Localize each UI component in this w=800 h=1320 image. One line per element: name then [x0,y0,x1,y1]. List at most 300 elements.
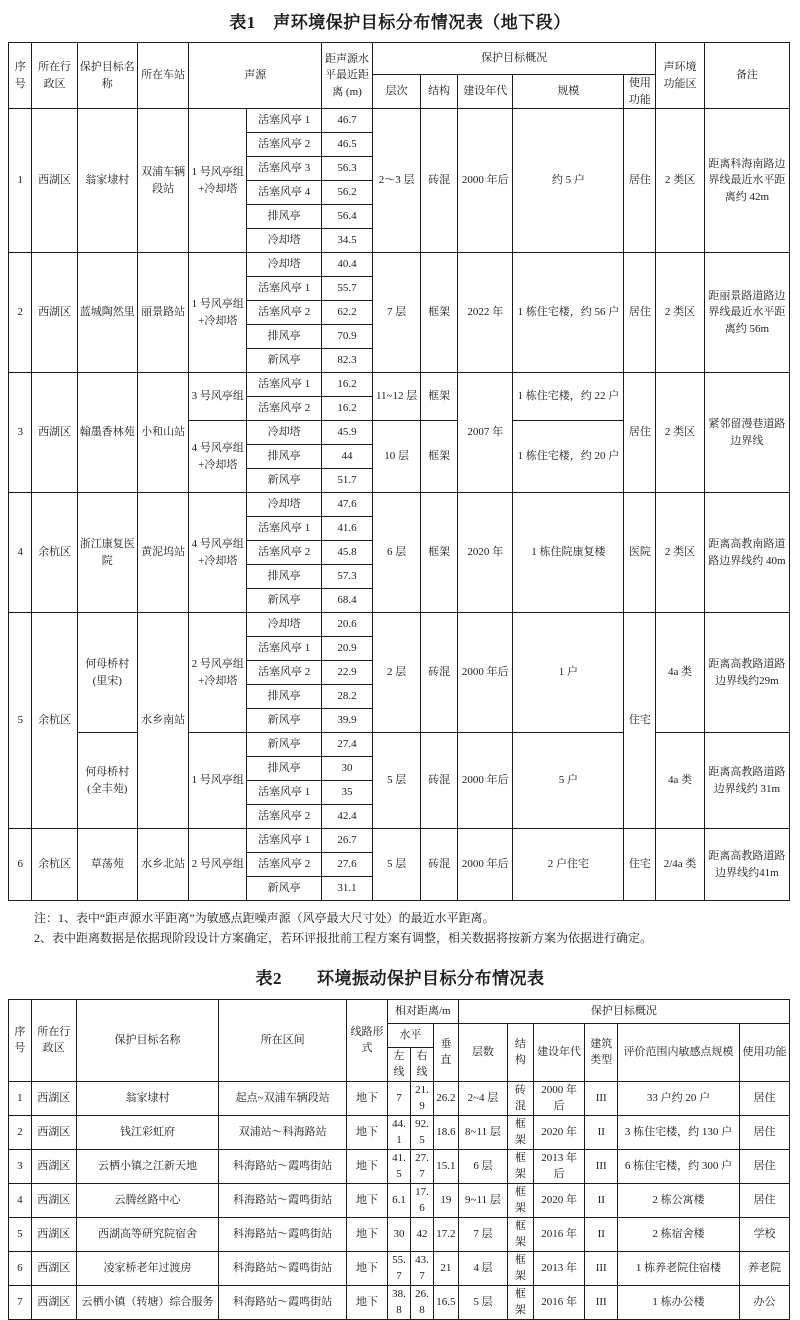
table-row [9,1183,790,1217]
table2-cell: 5 层 [458,1285,507,1319]
table1-cell: 7 层 [372,253,420,373]
table1-cell: 3 [9,373,32,493]
table1-cell: 住宅 [624,829,656,901]
table1-header-cell: 距声源水平最近距离 (m) [322,43,373,109]
table1-cell: 距离高教路道路边界线约41m [704,829,789,901]
table1-cell: 冷却塔 [247,229,322,253]
table1-header-cell: 建设年代 [458,75,513,109]
table1-cell: 新风亭 [247,589,322,613]
table1-cell: 56.4 [322,205,373,229]
table1-cell: 活塞风亭 1 [247,829,322,853]
table2-cell: 砖混 [508,1081,534,1115]
table2-cell: 西湖区 [31,1251,76,1285]
table2-cell: 云栖小镇之江新天地 [76,1149,218,1183]
table1-cell: 活塞风亭 2 [247,541,322,565]
table2-cell: 框架 [508,1149,534,1183]
table2-cell: 7 层 [458,1217,507,1251]
table2-header-cell: 建筑类型 [585,1023,618,1081]
table1-cell: 居住 [624,253,656,373]
table1-cell: 砖混 [421,829,458,901]
table2-header-cell: 建设年代 [533,1023,585,1081]
table2-cell: 框架 [508,1285,534,1319]
table2-cell: 钱江彩虹府 [76,1115,218,1149]
table1-cell: 2000 年后 [458,109,513,253]
table2-cell: 双浦站～科海路站 [219,1115,347,1149]
table1-cell: 62.2 [322,301,373,325]
table2-vibration-protection-targets [8,999,790,1320]
table2-cell: 科海路站～霞鸣街站 [219,1285,347,1319]
table2-cell: 1 栋办公楼 [618,1285,740,1319]
table1-cell: 新风亭 [247,349,322,373]
table1-cell: 6 [9,829,32,901]
table1-cell: 11~12 层 [372,373,420,421]
table2-cell: 西湖区 [31,1115,76,1149]
table1-cell: 丽景路站 [137,253,189,373]
table-row [9,253,790,277]
table1-cell: 44 [322,445,373,469]
table-row [9,43,790,75]
table-row [9,733,790,757]
table2-cell: 1 栋养老院住宿楼 [618,1251,740,1285]
table2-cell: 55.7 [387,1251,410,1285]
table2-cell: 26.2 [433,1081,458,1115]
table-row [9,1285,790,1319]
table1-cell: 2000 年后 [458,829,513,901]
table1-cell: 2 类区 [656,373,704,493]
table1-cell: 冷却塔 [247,421,322,445]
table1-cell: 46.5 [322,133,373,157]
table1-cell: 4a 类 [656,733,704,829]
table1-cell: 冷却塔 [247,613,322,637]
table1-cell: 住宅 [624,613,656,829]
table1-header-cell: 声环境功能区 [656,43,704,109]
table1-cell: 活塞风亭 1 [247,637,322,661]
table2-cell: 地下 [347,1149,388,1183]
table1-cell: 砖混 [421,109,458,253]
table1-cell: 41.6 [322,517,373,541]
table2-cell: 起点~双浦车辆段站 [219,1081,347,1115]
table2-cell: 2000 年后 [533,1081,585,1115]
table2-header-cell: 相对距离/m [387,999,458,1023]
table1-header-cell: 结构 [421,75,458,109]
table1-notes [34,909,788,949]
table1-cell: 56.3 [322,157,373,181]
table1-cell: 新风亭 [247,469,322,493]
table1-header-cell: 层次 [372,75,420,109]
table1-cell: 2020 年 [458,493,513,613]
table1-cell: 26.7 [322,829,373,853]
table1-header-cell: 使用功能 [624,75,656,109]
table1-cell: 28.2 [322,685,373,709]
table1-cell: 活塞风亭 2 [247,853,322,877]
table2-cell: 2~4 层 [458,1081,507,1115]
table-row [9,1217,790,1251]
table2-header-cell: 垂直 [433,1023,458,1081]
table2-cell: 9~11 层 [458,1183,507,1217]
table1-cell: 双浦车辆段站 [137,109,189,253]
table2-cell: 云栖小镇（转塘）综合服务 [76,1285,218,1319]
table2-cell: 学校 [739,1217,789,1251]
table-row [9,1081,790,1115]
table1-cell: 距离高教路道路边界线约 31m [704,733,789,829]
table2-cell: 5 [9,1217,32,1251]
table1-cell: 20.9 [322,637,373,661]
table1-cell: 活塞风亭 3 [247,157,322,181]
table1-cell: 2007 年 [458,373,513,493]
table2-cell: 办公 [739,1285,789,1319]
table1-cell: 水乡北站 [137,829,189,901]
table2-cell: 33 户约 20 户 [618,1081,740,1115]
table1-header-cell: 保护目标概况 [372,43,655,75]
table1-header-cell: 保护目标名称 [77,43,137,109]
table1-cell: 框架 [421,373,458,421]
table1-cell: 活塞风亭 1 [247,277,322,301]
table2-cell: 27.7 [411,1149,434,1183]
table1-cell: 46.7 [322,109,373,133]
table1-cell: 10 层 [372,421,420,493]
table2-header-cell: 所在区间 [219,999,347,1081]
table1-cell: 距丽景路道路边界线最近水平距离约 56m [704,253,789,373]
table1-cell: 活塞风亭 2 [247,133,322,157]
table1-cell: 56.2 [322,181,373,205]
table1-cell: 1 [9,109,32,253]
table2-cell: 41.5 [387,1149,410,1183]
table2-cell: 3 [9,1149,32,1183]
table1-cell: 排风亭 [247,205,322,229]
table2-cell: 西湖区 [31,1149,76,1183]
table2-cell: III [585,1285,618,1319]
table-row [9,1251,790,1285]
table2-cell: 43.7 [411,1251,434,1285]
table1-header-cell: 规模 [513,75,624,109]
table1-header-cell: 序号 [9,43,32,109]
table1-cell: 活塞风亭 4 [247,181,322,205]
table1-cell: 排风亭 [247,565,322,589]
table-row [9,829,790,853]
table1-cell: 70.9 [322,325,373,349]
table2-cell: III [585,1149,618,1183]
table2-header-cell: 结构 [508,1023,534,1081]
table1-cell: 57.3 [322,565,373,589]
table1-cell: 16.2 [322,373,373,397]
table1-cell: 16.2 [322,397,373,421]
table2-cell: 1 [9,1081,32,1115]
table2-cell: 6 [9,1251,32,1285]
table1-cell: 47.6 [322,493,373,517]
note-line-1: 注：1、表中“距声源水平距离”为敏感点距噪声源（风亭最大尺寸处）的最近水平距离。 [34,911,495,925]
table1-cell: 2 号风亭组 [189,829,247,901]
table1-cell: 西湖区 [32,109,77,253]
table2-cell: 西湖高等研究院宿舍 [76,1217,218,1251]
table1-cell: 2022 年 [458,253,513,373]
table1-cell: 框架 [421,253,458,373]
table2-header-cell: 线路形式 [347,999,388,1081]
table2-cell: 21 [433,1251,458,1285]
table2-cell: 21.9 [411,1081,434,1115]
table2-cell: 6.1 [387,1183,410,1217]
table1-cell: 草荡苑 [77,829,137,901]
table1-cell: 余杭区 [32,613,77,829]
table2-cell: 92.5 [411,1115,434,1149]
table1-cell: 27.6 [322,853,373,877]
table1-cell: 西湖区 [32,253,77,373]
table1-cell: 4 号风亭组+冷却塔 [189,421,247,493]
table1-cell: 砖混 [421,613,458,733]
table2-cell: 凌家桥老年过渡房 [76,1251,218,1285]
table1-cell: 2 [9,253,32,373]
table1-cell: 活塞风亭 2 [247,301,322,325]
table1-cell: 活塞风亭 2 [247,661,322,685]
table1-cell: 活塞风亭 1 [247,373,322,397]
table1-header-cell: 声源 [189,43,322,109]
table1-cell: 余杭区 [32,829,77,901]
table2-cell: 16.5 [433,1285,458,1319]
table1-cell: 排风亭 [247,757,322,781]
table1-cell: 框架 [421,421,458,493]
table2-cell: 17.6 [411,1183,434,1217]
table1-cell: 2000 年后 [458,613,513,733]
table2-cell: 居住 [739,1183,789,1217]
table2-cell: 8~11 层 [458,1115,507,1149]
table1-cell: 西湖区 [32,373,77,493]
table1-cell: 距离高教路道路边界线约29m [704,613,789,733]
table2-cell: 居住 [739,1081,789,1115]
table1-cell: 活塞风亭 2 [247,397,322,421]
table1-cell: 新风亭 [247,733,322,757]
table1-cell: 1 栋住宅楼，约 56 户 [513,253,624,373]
table1-cell: 翰墨香林苑 [77,373,137,493]
table2-cell: 框架 [508,1115,534,1149]
table2-cell: 19 [433,1183,458,1217]
table1-header-cell: 所在车站 [137,43,189,109]
table1-cell: 2/4a 类 [656,829,704,901]
table2-cell: 科海路站～霞鸣街站 [219,1149,347,1183]
table1-cell: 45.9 [322,421,373,445]
table1-cell: 40.4 [322,253,373,277]
table1-cell: 34.5 [322,229,373,253]
table2-cell: III [585,1081,618,1115]
table1-cell: 医院 [624,493,656,613]
table1-cell: 排风亭 [247,325,322,349]
table1-cell: 框架 [421,493,458,613]
table2-cell: 西湖区 [31,1285,76,1319]
table1-cell: 何母桥村(里宋) [77,613,137,733]
table1-cell: 2 类区 [656,109,704,253]
table-row [9,373,790,397]
table1-cell: 1 号风亭组+冷却塔 [189,253,247,373]
table1-cell: 约 5 户 [513,109,624,253]
table1-cell: 5 [9,613,32,829]
table2-cell: 2 [9,1115,32,1149]
table2-header-cell: 水平 [387,1023,433,1047]
table1-cell: 22.9 [322,661,373,685]
table1-cell: 小和山站 [137,373,189,493]
table1-cell: 5 层 [372,733,420,829]
table2-cell: 2016 年 [533,1285,585,1319]
table1-cell: 68.4 [322,589,373,613]
table2-cell: 框架 [508,1217,534,1251]
table2-header-cell: 序号 [9,999,32,1081]
table-row [9,493,790,517]
table2-cell: II [585,1115,618,1149]
table1-cell: 新风亭 [247,877,322,901]
table1-cell: 2000 年后 [458,733,513,829]
table2-cell: 西湖区 [31,1081,76,1115]
table2-cell: 云腾丝路中心 [76,1183,218,1217]
table1-cell: 冷却塔 [247,253,322,277]
table1-cell: 27.4 [322,733,373,757]
table2-cell: 养老院 [739,1251,789,1285]
table2-cell: 7 [9,1285,32,1319]
table1-cell: 42.4 [322,805,373,829]
table2-cell: 42 [411,1217,434,1251]
table1-cell: 30 [322,757,373,781]
note-line-2: 2、表中距离数据是依据现阶段设计方案确定，若环评报批前工程方案有调整，相关数据将按新方案为依据进行确定。 [34,930,653,945]
table1-cell: 1 栋住院康复楼 [513,493,624,613]
table2-cell: 4 [9,1183,32,1217]
table1-cell: 31.1 [322,877,373,901]
table1-cell: 4 号风亭组+冷却塔 [189,493,247,613]
table2-header-cell: 所在行政区 [31,999,76,1081]
table1-cell: 4a 类 [656,613,704,733]
table1-cell: 排风亭 [247,445,322,469]
table1-cell: 2～3 层 [372,109,420,253]
table1-cell: 2 号风亭组+冷却塔 [189,613,247,733]
table2-cell: 2 栋公寓楼 [618,1183,740,1217]
table1-cell: 何母桥村(全丰苑) [77,733,137,829]
table2-cell: 地下 [347,1115,388,1149]
table1-cell: 1 栋住宅楼，约 22 户 [513,373,624,421]
table2-cell: III [585,1251,618,1285]
table1-cell: 3 号风亭组 [189,373,247,421]
table1-cell: 5 层 [372,829,420,901]
table2-title: 表2 环境振动保护目标分布情况表 [255,968,545,988]
table-row [9,613,790,637]
table2-cell: 地下 [347,1217,388,1251]
table1-cell: 冷却塔 [247,493,322,517]
table2-header-cell: 评价范围内敏感点规模 [618,1023,740,1081]
table1-cell: 距离高教南路道路边界线约 40m [704,493,789,613]
table2-cell: 2013 年后 [533,1149,585,1183]
table1-cell: 82.3 [322,349,373,373]
table1-cell: 51.7 [322,469,373,493]
table2-cell: 15.1 [433,1149,458,1183]
table1-header-cell: 所在行政区 [32,43,77,109]
table2-cell: 44.1 [387,1115,410,1149]
table2-cell: 18.6 [433,1115,458,1149]
table1-cell: 2 层 [372,613,420,733]
table1-cell: 排风亭 [247,685,322,709]
table-row [9,1115,790,1149]
table2-cell: 地下 [347,1183,388,1217]
table1-cell: 1 号风亭组+冷却塔 [189,109,247,253]
table2-cell: 西湖区 [31,1183,76,1217]
table1-cell: 4 [9,493,32,613]
table1-cell: 1 户 [513,613,624,733]
table1-cell: 居住 [624,373,656,493]
table1-cell: 2 户住宅 [513,829,624,901]
table1-cell: 45.8 [322,541,373,565]
table2-header-cell: 保护目标概况 [458,999,789,1023]
table2-cell: 2020 年 [533,1115,585,1149]
table2-cell: 2020 年 [533,1183,585,1217]
table2-cell: 7 [387,1081,410,1115]
table2-cell: 科海路站～霞鸣街站 [219,1217,347,1251]
table1-cell: 水乡南站 [137,613,189,829]
table1-cell: 活塞风亭 1 [247,517,322,541]
table2-cell: 框架 [508,1183,534,1217]
table1-cell: 2 类区 [656,253,704,373]
table2-cell: 30 [387,1217,410,1251]
table1-cell: 1 栋住宅楼，约 20 户 [513,421,624,493]
table1-cell: 活塞风亭 1 [247,109,322,133]
table2-cell: 地下 [347,1285,388,1319]
table2-cell: 6 层 [458,1149,507,1183]
table1-cell: 居住 [624,109,656,253]
table1-cell: 活塞风亭 2 [247,805,322,829]
table2-cell: 居住 [739,1149,789,1183]
table2-cell: 框架 [508,1251,534,1285]
table1-header-cell: 备注 [704,43,789,109]
table-row [9,999,790,1023]
table1-cell: 活塞风亭 1 [247,781,322,805]
table1-cell: 2 类区 [656,493,704,613]
table2-cell: 26.8 [411,1285,434,1319]
table1-cell: 距离科海南路边界线最近水平距离约 42m [704,109,789,253]
table1-cell: 紧邻留漫巷道路边界线 [704,373,789,493]
table2-cell: 38.8 [387,1285,410,1319]
table-row [9,109,790,133]
table1-cell: 20.6 [322,613,373,637]
table2-cell: II [585,1183,618,1217]
table1-noise-protection-targets [8,42,790,901]
table2-cell: II [585,1217,618,1251]
table2-cell: 科海路站～霞鸣街站 [219,1251,347,1285]
table2-cell: 居住 [739,1115,789,1149]
table1-cell: 39.9 [322,709,373,733]
table2-cell: 3 栋住宅楼，约 130 户 [618,1115,740,1149]
table2-cell: 地下 [347,1251,388,1285]
table2-cell: 2 栋宿舍楼 [618,1217,740,1251]
table1-title: 表1 声环境保护目标分布情况表（地下段） [229,13,571,32]
table1-cell: 翁家埭村 [77,109,137,253]
table2-header-cell: 右线 [411,1047,434,1081]
table2-header-cell: 层数 [458,1023,507,1081]
table2-header-cell: 保护目标名称 [76,999,218,1081]
table2-header-cell: 左线 [387,1047,410,1081]
table1-cell: 砖混 [421,733,458,829]
table1-cell: 55.7 [322,277,373,301]
table-row [9,1149,790,1183]
table1-cell: 5 户 [513,733,624,829]
table1-cell: 黄泥坞站 [137,493,189,613]
table1-cell: 浙江康复医院 [77,493,137,613]
table2-cell: 17.2 [433,1217,458,1251]
table1-cell: 新风亭 [247,709,322,733]
table2-cell: 6 栋住宅楼，约 300 户 [618,1149,740,1183]
table1-cell: 6 层 [372,493,420,613]
table2-cell: 翁家埭村 [76,1081,218,1115]
table1-cell: 35 [322,781,373,805]
table2-cell: 2016 年 [533,1217,585,1251]
table2-header-cell: 使用功能 [739,1023,789,1081]
table2-cell: 西湖区 [31,1217,76,1251]
table2-cell: 4 层 [458,1251,507,1285]
table1-cell: 1 号风亭组 [189,733,247,829]
table2-cell: 科海路站～霞鸣街站 [219,1183,347,1217]
table1-cell: 蓝城陶然里 [77,253,137,373]
table2-cell: 地下 [347,1081,388,1115]
